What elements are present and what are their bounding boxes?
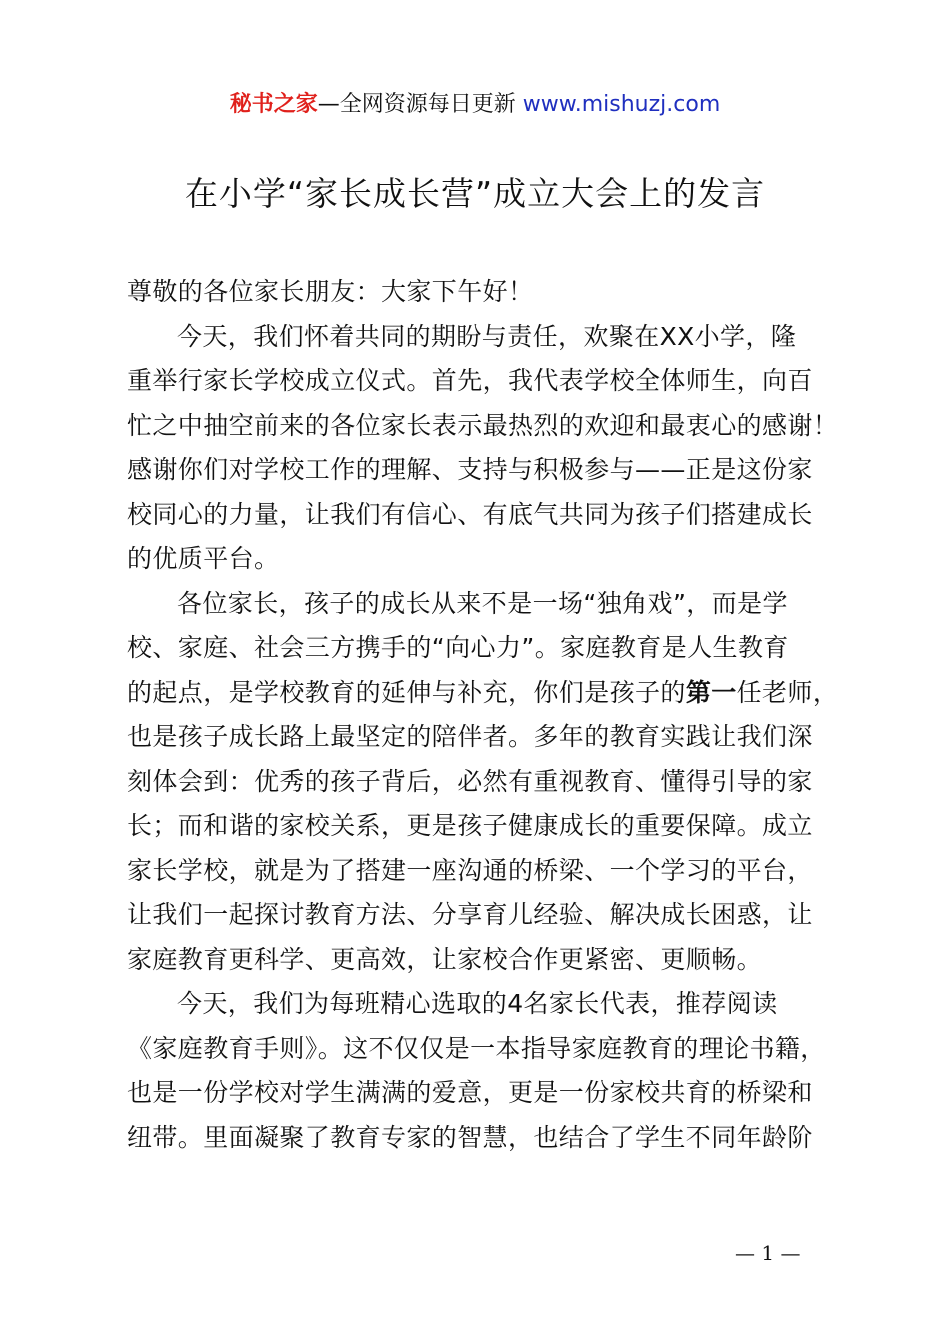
paragraph-2-line-7: 家长学校，就是为了搭建一座沟通的桥梁、一个学习的平台， <box>127 855 813 885</box>
paragraph-1-line-4: 感谢你们对学校工作的理解、支持与积极参与——正是这份家 <box>127 455 813 484</box>
paragraph-1-line-2: 重举行家长学校成立仪式。首先，我代表学校全体师生，向百 <box>127 366 813 395</box>
paragraph-3-line-3: 也是一份学校对学生满满的爱意，更是一份家校共育的桥梁和 <box>127 1078 813 1107</box>
paragraph-2-line-9: 家庭教育更科学、更高效，让家校合作更紧密、更顺畅。 <box>127 944 763 974</box>
paragraph-2-line-3-start: 的起点，是学校教育的延伸与补充，你们是孩子的 <box>127 677 686 707</box>
paragraph-2-line-1: 各位家长，孩子的成长从来不是一场“独角戏”，而是学 <box>177 588 788 618</box>
paragraph-1-line-1: 今天，我们怀着共同的期盼与责任，欢聚在XX小学，隆 <box>177 321 797 351</box>
site-brand: 秘书之家 <box>229 92 318 117</box>
paragraph-3-line-2: 《家庭教育手则》。这不仅仅是一本指导家庭教育的理论书籍， <box>127 1033 826 1063</box>
salutation-line: 尊敬的各位家长朋友：大家下午好！ <box>127 277 534 306</box>
emphasis-text: 第一 <box>685 677 737 707</box>
paragraph-1-line-3: 忙之中抽空前来的各位家长表示最热烈的欢迎和最衷心的感谢！ <box>127 410 839 440</box>
paragraph-2-line-3 <box>127 671 837 716</box>
page-number: — 1 — <box>735 1241 801 1265</box>
paragraph-3-line-4: 纽带。里面凝聚了教育专家的智慧，也结合了学生不同年龄阶 <box>127 1122 813 1152</box>
paragraph-2-line-5: 刻体会到：优秀的孩子背后，必然有重视教育、懂得引导的家 <box>127 766 813 796</box>
paragraph-2-line-4: 也是孩子成长路上最坚定的陪伴者。多年的教育实践让我们深 <box>127 722 813 751</box>
paragraph-1-line-6: 的优质平台。 <box>127 544 280 573</box>
document-title: 在小学“家长成长营”成立大会上的发言 <box>184 174 766 213</box>
site-url-link[interactable]: www.mishuzj.com <box>522 92 721 117</box>
document-body <box>127 270 837 1160</box>
paragraph-2-line-3-end: 任老师， <box>736 677 839 707</box>
paragraph-2-line-8: 让我们一起探讨教育方法、分享育儿经验、解决成长困惑，让 <box>127 900 813 929</box>
paragraph-1-line-5: 校同心的力量，让我们有信心、有底气共同为孩子们搭建成长 <box>127 499 813 529</box>
site-tagline: —全网资源每日更新 <box>317 92 516 117</box>
paragraph-2-line-6: 长；而和谐的家校关系，更是孩子健康成长的重要保障。成立 <box>127 811 813 840</box>
site-header <box>0 88 950 122</box>
paragraph-3-line-1: 今天，我们为每班精心选取的4名家长代表，推荐阅读 <box>177 989 778 1018</box>
paragraph-2-line-2: 校、家庭、社会三方携手的“向心力”。家庭教育是人生教育 <box>127 633 789 662</box>
